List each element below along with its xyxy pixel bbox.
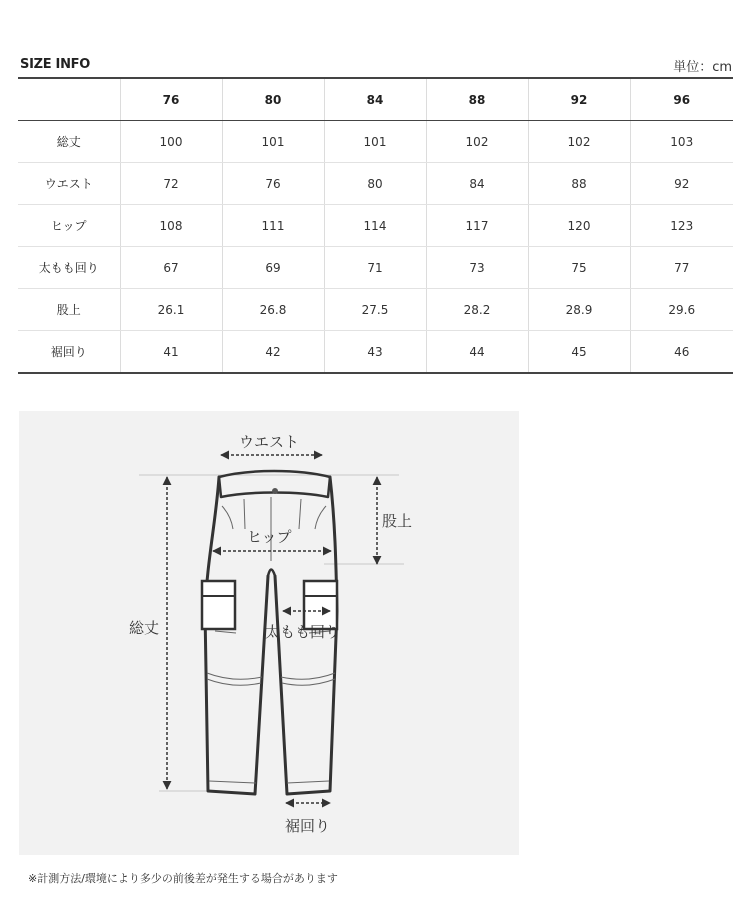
table-header-row — [18, 78, 733, 121]
table-cell: 123 — [630, 205, 733, 247]
column-header: 84 — [324, 78, 426, 121]
table-cell: 73 — [426, 247, 528, 289]
hip-label: ヒップ — [247, 528, 292, 546]
table-cell: 75 — [528, 247, 630, 289]
section-title: SIZE INFO — [20, 57, 90, 72]
row-label: 股上 — [18, 289, 120, 331]
row-label: 裾回り — [18, 331, 120, 374]
row-label: 太もも回り — [18, 247, 120, 289]
waist-label: ウエスト — [239, 433, 300, 451]
table-cell: 80 — [324, 163, 426, 205]
table-cell: 41 — [120, 331, 222, 374]
measurement-note: ※計測方法/環境により多少の前後差が発生する場合があります — [28, 872, 338, 885]
table-row — [18, 163, 733, 205]
length-label: 総丈 — [129, 619, 160, 637]
left-cargo-pocket — [202, 581, 235, 629]
rise-label: 股上 — [382, 512, 413, 530]
table-cell: 102 — [528, 121, 630, 163]
table-cell: 28.9 — [528, 289, 630, 331]
column-header: 88 — [426, 78, 528, 121]
row-label: 総丈 — [18, 121, 120, 163]
row-label: ヒップ — [18, 205, 120, 247]
crotch — [268, 570, 275, 577]
table-cell: 28.2 — [426, 289, 528, 331]
row-label: ウエスト — [18, 163, 120, 205]
table-cell: 72 — [120, 163, 222, 205]
unit-label: 単位：cm — [673, 60, 732, 75]
table-cell: 26.1 — [120, 289, 222, 331]
table-cell: 102 — [426, 121, 528, 163]
button-icon — [272, 488, 278, 494]
column-header: 92 — [528, 78, 630, 121]
table-cell: 67 — [120, 247, 222, 289]
table-cell: 76 — [222, 163, 324, 205]
size-info-header — [20, 55, 732, 77]
thigh-label: 太もも回り — [265, 623, 341, 641]
table-row — [18, 289, 733, 331]
table-cell: 88 — [528, 163, 630, 205]
table-cell: 108 — [120, 205, 222, 247]
table-cell: 46 — [630, 331, 733, 374]
table-cell: 43 — [324, 331, 426, 374]
table-row — [18, 205, 733, 247]
table-cell: 71 — [324, 247, 426, 289]
table-cell: 101 — [222, 121, 324, 163]
table-cell: 29.6 — [630, 289, 733, 331]
table-cell: 114 — [324, 205, 426, 247]
hem-label: 裾回り — [285, 817, 331, 835]
table-cell: 101 — [324, 121, 426, 163]
table-cell: 103 — [630, 121, 733, 163]
table-row — [18, 121, 733, 163]
table-cell: 69 — [222, 247, 324, 289]
table-cell: 27.5 — [324, 289, 426, 331]
size-table — [18, 77, 733, 374]
table-cell: 26.8 — [222, 289, 324, 331]
left-leg — [205, 477, 268, 794]
table-cell: 84 — [426, 163, 528, 205]
measurement-diagram — [19, 411, 519, 855]
table-cell: 120 — [528, 205, 630, 247]
table-cell: 42 — [222, 331, 324, 374]
table-row — [18, 247, 733, 289]
table-cell: 45 — [528, 331, 630, 374]
table-cell: 100 — [120, 121, 222, 163]
column-header: 76 — [120, 78, 222, 121]
table-cell: 117 — [426, 205, 528, 247]
table-cell: 92 — [630, 163, 733, 205]
column-header: 80 — [222, 78, 324, 121]
table-cell: 111 — [222, 205, 324, 247]
column-header — [18, 78, 120, 121]
column-header: 96 — [630, 78, 733, 121]
table-cell: 44 — [426, 331, 528, 374]
table-row — [18, 331, 733, 374]
table-cell: 77 — [630, 247, 733, 289]
